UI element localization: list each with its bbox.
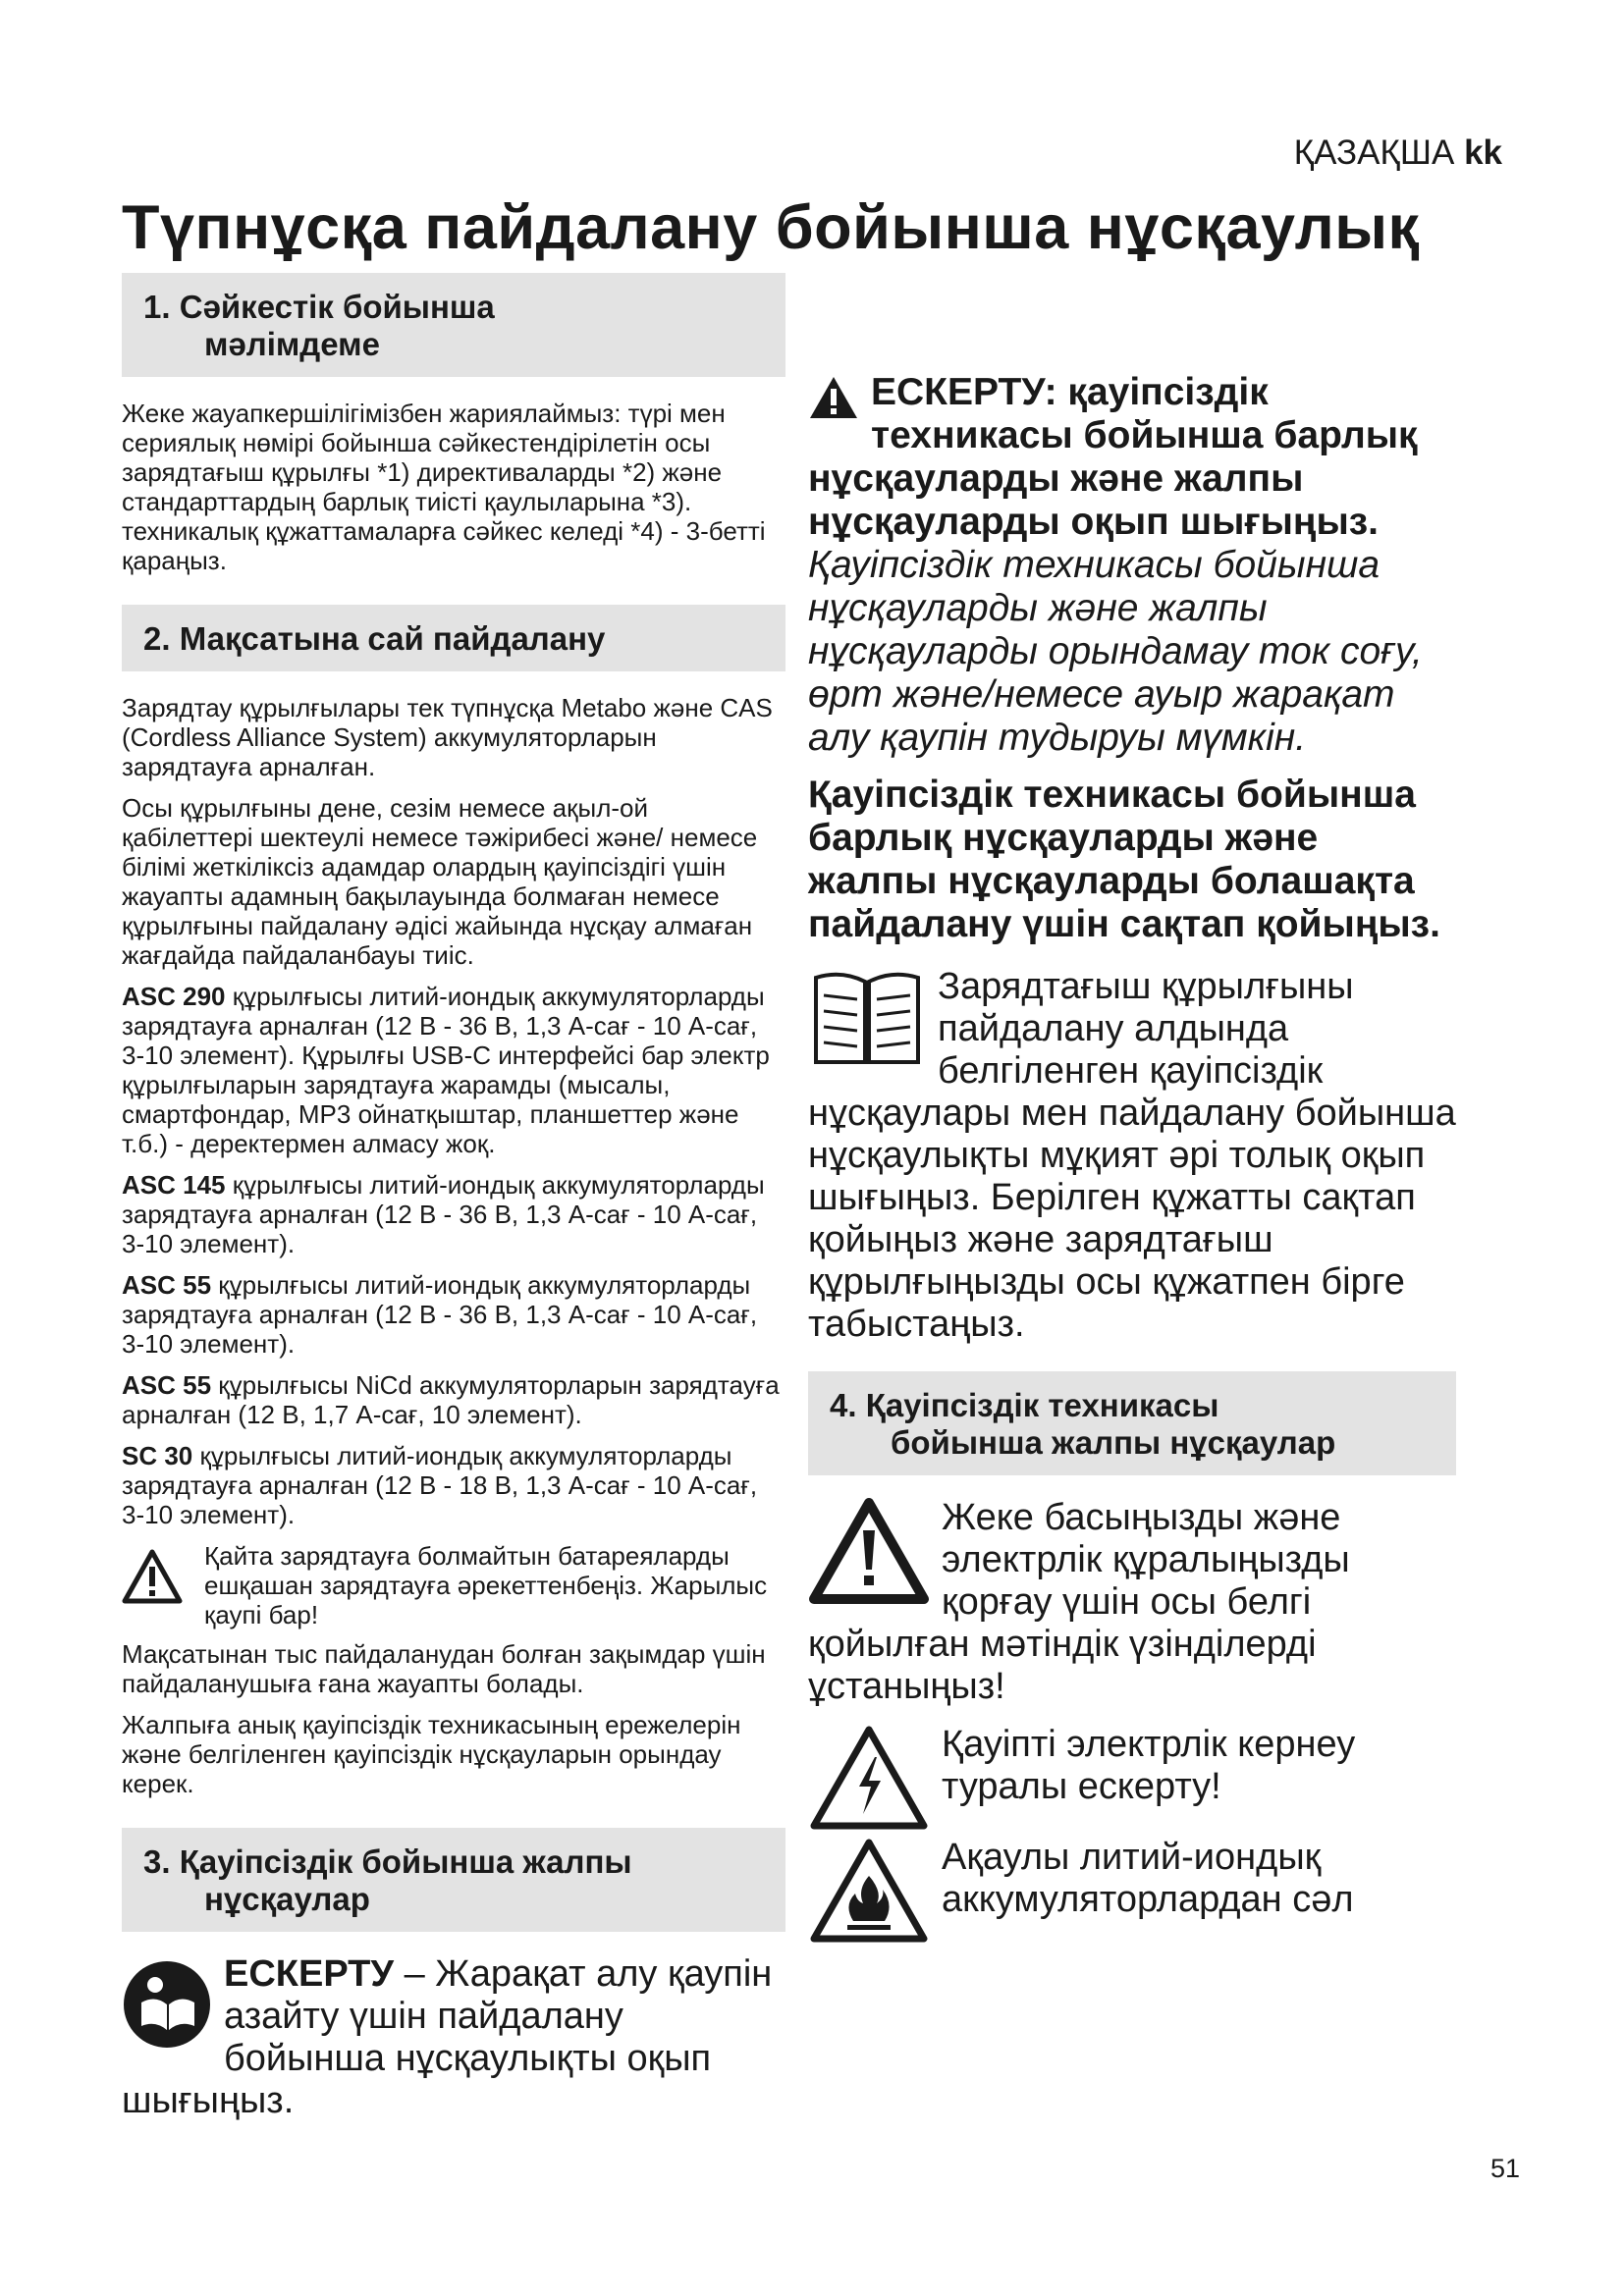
section-1-body: Жеке жауапкершілігімізбен жариялаймыз: түрі мен сериялық нөмірі бойынша сәйкестендірілетін осы зарядтағыш құрылғы *1) директиваларды *2) және стандарттардың барлық тиісті қаулыларына *3). техникалық құжаттамаларға сәйкес келеді *4) - 3-бетті қараңыз. xyxy=(122,399,766,575)
model-asc145: ASC 145 құрылғысы литий-иондық аккумуляторларды зарядтауға арналған (12 В - 36 В, 1,3 А-сағ - 10 А-сағ, 3-10 элемент). xyxy=(122,1170,765,1258)
symbol-general-warning: Жеке басыңызды және электрлік құралыңызды қорғау үшін осы белгі қойылған мәтіндік үзінділерді ұстаныңыз! xyxy=(808,1497,1350,1707)
keep-instructions: Қауіпсіздік техникасы бойынша барлық нұсқауларды және жалпы нұсқауларды болашақта пайдалану үшін сақтап қойыңыз. xyxy=(808,774,1440,945)
symbol-fire-warning: Ақаулы литий-иондық аккумуляторлардан сәл xyxy=(808,1837,1456,1921)
warning-triangle-icon xyxy=(122,1549,183,1609)
fire-hazard-icon xyxy=(808,1837,930,1949)
section-2-p4: Жалпыға анық қауіпсіздік техникасының ережелерін және белгіленген қауіпсіздік нұсқауларын орындау керек. xyxy=(122,1710,741,1798)
warning-triangle-icon xyxy=(808,375,859,425)
warning-triangle-icon xyxy=(808,1497,930,1610)
open-book-icon xyxy=(808,968,926,1075)
general-warning: ЕСКЕРТУ: қауіпсіздік техникасы бойынша барлық нұсқауларды және жалпы нұсқауларды оқып шығыңыз. Қауіпсіздік техникасы бойынша нұсқауларды және жалпы нұсқауларды орындамау ток соғу, өрт және/немесе ауыр жарақат алу қаупін тудыруы мүмкін. xyxy=(808,371,1423,759)
page-number: 51 xyxy=(1489,2154,1520,2183)
language-label: ҚАЗАҚША kk xyxy=(1293,133,1502,172)
battery-warning: Қайта зарядтауға болмайтын батареяларды ешқашан зарядтауға әрекеттенбеңіз. Жарылыс қаупі бар! xyxy=(122,1541,785,1629)
book-notice: Зарядтағыш құрылғыны пайдалану алдында белгіленген қауіпсіздік нұсқаулары мен пайдалану бойынша нұсқаулықты мұқият әрі толық оқып шығыңыз. Берілген құжатты сақтап қойыңыз және зарядтағыш құрылғыңызды осы құжатпен бірге табыстаңыз. xyxy=(808,966,1456,1345)
electric-shock-icon xyxy=(808,1724,930,1837)
read-manual-icon xyxy=(122,1959,212,2055)
right-column xyxy=(808,255,1456,1949)
section-4-heading: 4. Қауіпсіздік техникасы бойынша жалпы нұсқаулар xyxy=(808,1371,1456,1475)
model-asc55-nicd: ASC 55 құрылғысы NiCd аккумуляторларын зарядтауға арналған (12 В, 1,7 А-сағ, 10 элемент). xyxy=(122,1370,780,1429)
section-2-p3: Мақсатынан тыс пайдаланудан болған зақымдар үшін пайдаланушыға ғана жауапты болады. xyxy=(122,1639,766,1698)
section-2-p2: Осы құрылғыны дене, сезім немесе ақыл-ой қабілеттері шектеулі немесе тәжірибесі және/ немесе білімі жеткіліксіз адамдар олардың қауіпсіздігі үшін жауапты адамның бақылауында болмаған немесе құрылғыны пайдалану әдісі жайында нұсқау алмаған жағдайда пайдаланбауы тиіс. xyxy=(122,793,758,970)
left-column xyxy=(122,273,785,2122)
section-2-p1: Зарядтау құрылғылары тек түпнұсқа Metabo және CAS (Cordless Alliance System) аккумуляторларын зарядтауға арналған. xyxy=(122,693,773,781)
section-2-heading: 2. Мақсатына сай пайдалану xyxy=(122,605,785,671)
symbol-electric-warning: Қауіпті электрлік кернеу туралы ескерту! xyxy=(808,1724,1456,1808)
model-asc55-li: ASC 55 құрылғысы литий-иондық аккумуляторларды зарядтауға арналған (12 В - 36 В, 1,3 А-сағ - 10 А-сағ, 3-10 элемент). xyxy=(122,1270,758,1359)
section-3-lead: ЕСКЕРТУ – Жарақат алу қаупін азайту үшін пайдалану бойынша нұсқаулықты оқып шығыңыз. xyxy=(122,1953,773,2121)
model-asc290: ASC 290 құрылғысы литий-иондық аккумуляторларды зарядтауға арналған (12 В - 36 В, 1,3 А-сағ - 10 А-сағ, 3-10 элемент). Құрылғы USB-C интерфейсі бар электр құрылғыларын зарядтауға жарамды (мысалы, смартфондар, MP3 ойнатқыштар, планшеттер және т.б.) - деректермен алмасу жоқ. xyxy=(122,982,770,1158)
section-1-heading: 1. Сәйкестік бойынша мәлімдеме xyxy=(122,273,785,377)
page-title: Түпнұсқа пайдалану бойынша нұсқаулық xyxy=(122,193,1420,262)
section-3-heading: 3. Қауіпсіздік бойынша жалпы нұсқаулар xyxy=(122,1828,785,1932)
model-sc30: SC 30 құрылғысы литий-иондық аккумуляторларды зарядтауға арналған (12 В - 18 В, 1,3 А-сағ - 10 А-сағ, 3-10 элемент). xyxy=(122,1441,758,1529)
